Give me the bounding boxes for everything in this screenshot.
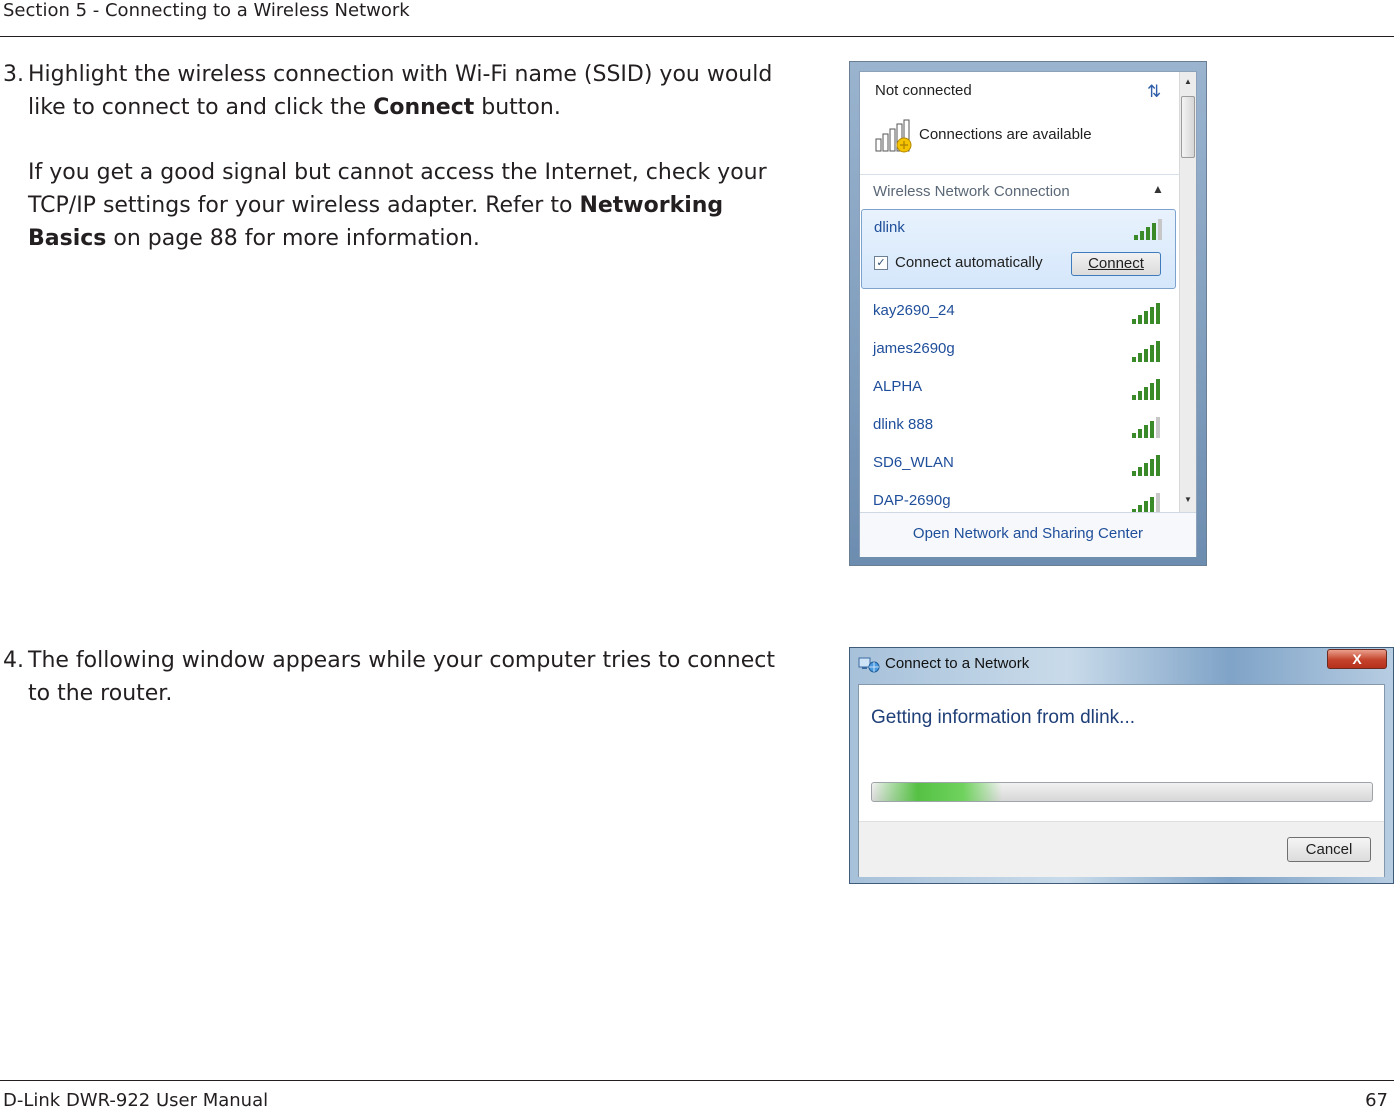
- manual-title: D-Link DWR-922 User Manual: [3, 1090, 269, 1111]
- signal-bar: [1150, 497, 1154, 512]
- step-4-instruction: The following window appears while your computer tries to connect to the router.: [28, 648, 775, 706]
- signal-bar: [1152, 223, 1156, 240]
- signal-bar: [1156, 493, 1160, 512]
- signal-bar: [1156, 455, 1160, 476]
- network-ssid: james2690g: [873, 340, 955, 357]
- connection-status: [860, 72, 1181, 175]
- signal-bar: [1150, 421, 1154, 438]
- connect-button[interactable]: Connect: [1071, 252, 1161, 276]
- cancel-button[interactable]: Cancel: [1287, 837, 1371, 862]
- signal-strength-icon: [1132, 338, 1162, 362]
- wireless-networks-popup: [849, 61, 1207, 566]
- page-number: 67: [1365, 1090, 1388, 1111]
- step-3-note: If you get a good signal but cannot access the Internet, check your TCP/IP settings for your wireless adapter. Refer to Networking Basics on page 88 for more information.: [28, 160, 767, 251]
- signal-bar: [1158, 219, 1162, 240]
- selected-network-dlink[interactable]: [861, 209, 1176, 289]
- dialog-button-bar: [859, 821, 1384, 877]
- wireless-popup-panel: [859, 71, 1197, 557]
- scroll-up-icon[interactable]: ▲: [1184, 77, 1192, 86]
- refresh-icon[interactable]: ⇅: [1147, 82, 1162, 101]
- not-connected-label: Not connected: [875, 82, 972, 99]
- step-4-number: 4.: [3, 648, 24, 673]
- signal-bar: [1138, 353, 1142, 362]
- signal-strength-icon: [1132, 300, 1162, 324]
- header-rule: [0, 36, 1394, 37]
- signal-bar: [1132, 471, 1136, 476]
- scroll-thumb[interactable]: [1181, 96, 1195, 158]
- network-row[interactable]: [860, 408, 1181, 446]
- signal-bar: [1144, 311, 1148, 324]
- network-ssid: kay2690_24: [873, 302, 955, 319]
- progress-fill: [872, 783, 1002, 801]
- signal-bar: [1134, 235, 1138, 240]
- signal-bar: [1144, 349, 1148, 362]
- signal-bar: [1144, 463, 1148, 476]
- progress-bar: [871, 782, 1373, 802]
- signal-bar: [1132, 357, 1136, 362]
- signal-bar: [1150, 307, 1154, 324]
- network-row[interactable]: [860, 332, 1181, 370]
- network-ssid: ALPHA: [873, 378, 923, 395]
- signal-bar: [1138, 429, 1142, 438]
- open-network-sharing-center-link[interactable]: Open Network and Sharing Center: [912, 525, 1144, 542]
- signal-bar: [1144, 425, 1148, 438]
- signal-strength-icon: [1134, 216, 1164, 240]
- signal-bar: [1138, 315, 1142, 324]
- network-list: [860, 72, 1181, 512]
- network-row[interactable]: [860, 484, 1181, 512]
- group-title: Wireless Network Connection: [873, 183, 1070, 200]
- close-icon: X: [1352, 651, 1362, 667]
- status-message: Getting information from dlink...: [871, 707, 1135, 728]
- connect-to-network-dialog: [849, 647, 1394, 884]
- chevron-up-icon[interactable]: ▲: [1152, 182, 1164, 196]
- signal-strength-icon: [1132, 490, 1162, 512]
- signal-bar: [1140, 231, 1144, 240]
- network-row[interactable]: [860, 370, 1181, 408]
- close-button[interactable]: [1327, 649, 1387, 669]
- step-3-instruction: Highlight the wireless connection with Wi-Fi name (SSID) you would like to connect to and click the Connect button.: [28, 62, 773, 120]
- signal-strength-icon: [1132, 376, 1162, 400]
- signal-strength-icon: [1132, 452, 1162, 476]
- dialog-body: [858, 684, 1385, 877]
- network-warning-icon: [874, 119, 914, 155]
- list-scrollbar[interactable]: [1179, 72, 1196, 512]
- signal-bar: [1144, 387, 1148, 400]
- scroll-down-icon[interactable]: ▼: [1184, 495, 1192, 504]
- connect-automatically-label: Connect automatically: [895, 254, 1043, 271]
- network-ssid: SD6_WLAN: [873, 454, 954, 471]
- signal-bar: [1138, 391, 1142, 400]
- network-globe-icon: [858, 656, 880, 674]
- connect-automatically-checkbox[interactable]: ✓: [874, 256, 888, 270]
- signal-bar: [1138, 467, 1142, 476]
- section-header: Section 5 - Connecting to a Wireless Network: [3, 0, 410, 21]
- signal-bar: [1156, 417, 1160, 438]
- signal-strength-icon: [1132, 414, 1162, 438]
- signal-bar: [1138, 505, 1142, 512]
- networking-basics-term: Networking Basics: [28, 193, 724, 251]
- signal-bar: [1132, 433, 1136, 438]
- step-4: [0, 644, 800, 710]
- network-ssid: dlink 888: [873, 416, 934, 433]
- signal-bar: [1132, 319, 1136, 324]
- connect-term: Connect: [373, 95, 475, 120]
- signal-bar: [1150, 459, 1154, 476]
- dialog-title: Connect to a Network: [885, 655, 1030, 672]
- network-row[interactable]: [860, 446, 1181, 484]
- signal-bar: [1132, 395, 1136, 400]
- step-3: [0, 58, 800, 255]
- network-ssid: DAP-2690g: [873, 492, 951, 509]
- network-ssid: dlink: [874, 219, 905, 236]
- signal-bar: [1146, 227, 1150, 240]
- signal-bar: [1156, 341, 1160, 362]
- footer-rule: [0, 1080, 1394, 1081]
- signal-bar: [1156, 303, 1160, 324]
- network-row[interactable]: [860, 294, 1181, 332]
- connections-available-label: Connections are available: [919, 126, 1092, 143]
- step-3-number: 3.: [3, 62, 24, 87]
- signal-bar: [1156, 379, 1160, 400]
- popup-footer: [860, 512, 1196, 557]
- group-wireless-network-connection[interactable]: [860, 178, 1181, 206]
- signal-bar: [1150, 383, 1154, 400]
- signal-bar: [1144, 501, 1148, 512]
- signal-bar: [1150, 345, 1154, 362]
